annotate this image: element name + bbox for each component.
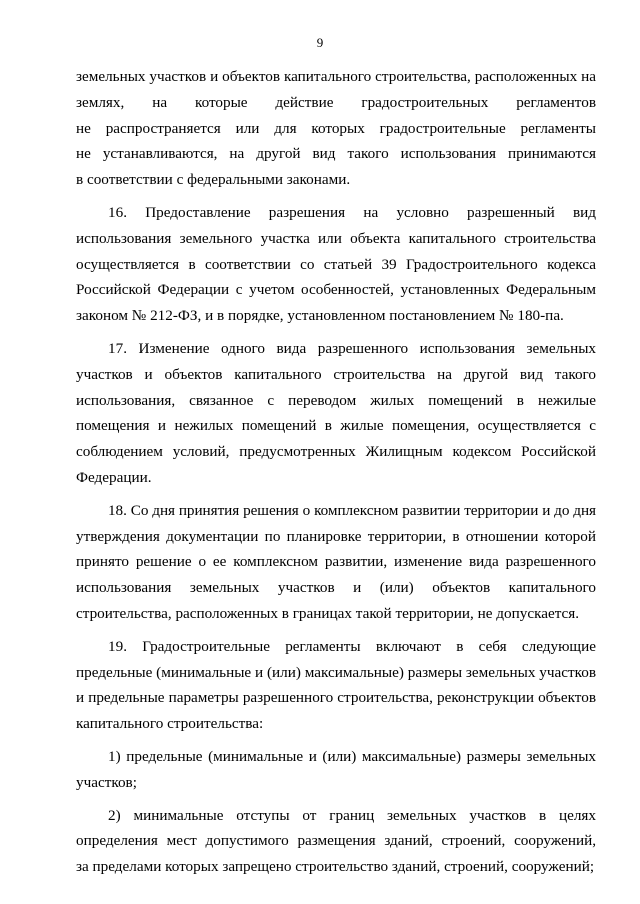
text-line: использования земельного участка или объекта капитального строительства (76, 229, 596, 247)
text-line: Российской Федерации с учетом особенностей, установленных Федеральным (76, 281, 596, 299)
text-line: принято решение о ее комплексном развитии, изменение вида разрешенного (76, 553, 596, 571)
text-line: за пределами которых запрещено строительство зданий, строений, сооружений; (76, 858, 595, 876)
list-item-2 (76, 803, 596, 880)
text-line: капитального строительства: (76, 715, 264, 733)
text-line: помещения и нежилых помещений в жилые помещения, осуществляется с (76, 417, 596, 435)
text-line: 1) предельные (минимальные и (или) максимальные) размеры земельных (108, 747, 596, 765)
paragraph-17 (76, 336, 596, 491)
text-line: определения мест допустимого размещения зданий, строений, сооружений, (76, 832, 596, 850)
text-line: 16. Предоставление разрешения на условно разрешенный вид (108, 203, 596, 221)
text-line: законом № 212-ФЗ, и в порядке, установленном постановлением № 180-па. (76, 307, 564, 325)
text-line: не устанавливаются, на другой вид такого использования принимаются (76, 145, 596, 163)
text-line: утверждения документации по планировке территории, в отношении которой (76, 527, 596, 545)
text-line: использования, связанное с переводом жилых помещений в нежилые (76, 391, 596, 409)
text-line: участков; (76, 773, 137, 791)
list-item-1 (76, 744, 596, 796)
text-line: не распространяется или для которых градостроительные регламенты (76, 119, 596, 137)
text-line: 17. Изменение одного вида разрешенного использования земельных (108, 339, 596, 357)
text-line: использования земельных участков и (или) объектов капитального (76, 579, 596, 597)
paragraph-continuation (76, 64, 596, 193)
paragraph-19 (76, 634, 596, 737)
text-line: осуществляется в соответствии со статьей 39 Градостроительного кодекса (76, 255, 596, 273)
text-line: Федерации. (76, 468, 152, 486)
text-line: в соответствии с федеральными законами. (76, 171, 351, 189)
text-line: участков и объектов капитального строительства на другой вид такого (76, 365, 596, 383)
text-line: 18. Со дня принятия решения о комплексном развитии территории и до дня (108, 501, 596, 519)
page-number: 9 (316, 35, 324, 50)
paragraph-16 (76, 200, 596, 329)
text-line: землях, на которые действие градостроительных регламентов (76, 93, 596, 111)
text-line: предельные (минимальные и (или) максимальные) размеры земельных участков (76, 663, 596, 681)
document-body (76, 64, 596, 880)
text-line: соблюдением условий, предусмотренных Жилищным кодексом Российской (76, 443, 596, 461)
text-line: строительства, расположенных в границах такой территории, не допускается. (76, 604, 580, 622)
paragraph-18 (76, 498, 596, 627)
text-line: земельных участков и объектов капитального строительства, расположенных на (76, 68, 596, 85)
text-line: 2) минимальные отступы от границ земельных участков в целях (108, 806, 596, 824)
text-line: 19. Градостроительные регламенты включают в себя следующие (108, 637, 596, 655)
text-line: и предельные параметры разрешенного строительства, реконструкции объектов (76, 689, 596, 707)
